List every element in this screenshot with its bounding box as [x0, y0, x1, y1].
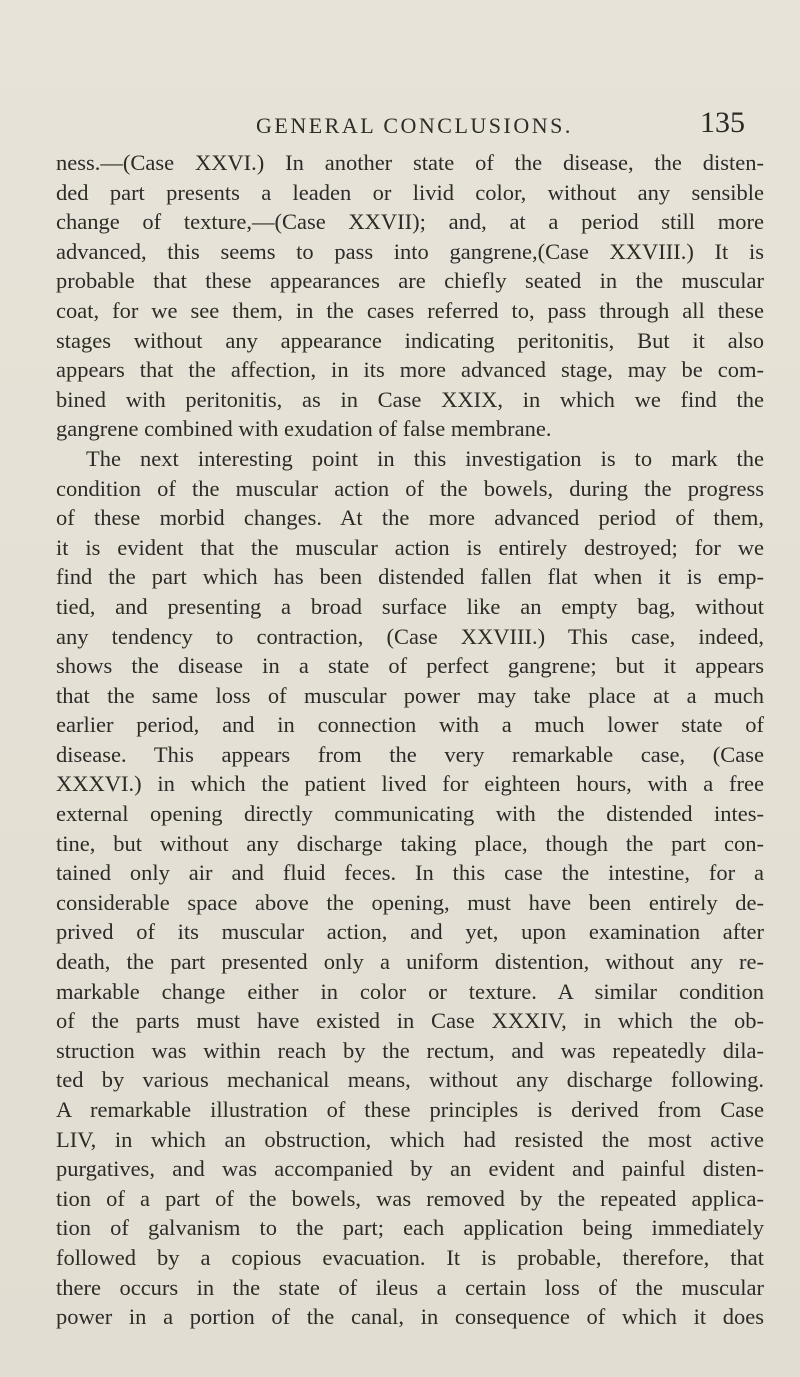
text-line: stages without any appearance indicating peritonitis, But it also: [56, 327, 764, 353]
text-line: advanced, this seems to pass into gangrene,(Case XXVIII.) It is: [56, 238, 764, 264]
text-line: A remarkable illustration of these principles is derived from Case: [56, 1097, 764, 1122]
text-line: LIV, in which an obstruction, which had resisted the most active: [56, 1126, 764, 1152]
running-title: GENERAL CONCLUSIONS.: [256, 113, 573, 138]
text-line: purgatives, and was accompanied by an evident and painful disten-: [56, 1156, 764, 1182]
text-line: external opening directly communicating with the distended intes-: [56, 801, 764, 827]
body-text: [56, 148, 764, 1332]
text-line: it is evident that the muscular action is entirely destroyed; for we: [56, 534, 764, 560]
text-line: tine, but without any discharge taking place, though the part con-: [56, 830, 764, 856]
text-line: that the same loss of muscular power may take place at a much: [56, 682, 764, 708]
text-line: tion of a part of the bowels, was removed by the repeated applica-: [56, 1185, 764, 1211]
text-line: bined with peritonitis, as in Case XXIX, in which we find the: [56, 386, 764, 412]
page-number: 135: [700, 106, 745, 139]
text-line: struction was within reach by the rectum, and was repeatedly dila-: [56, 1037, 764, 1063]
text-line: earlier period, and in connection with a much lower state of: [56, 712, 764, 738]
text-line: find the part which has been distended fallen flat when it is emp-: [56, 564, 764, 590]
text-line: of these morbid changes. At the more advanced period of them,: [56, 505, 764, 531]
text-line: prived of its muscular action, and yet, upon examination after: [56, 919, 764, 945]
text-line: ness.—(Case XXVI.) In another state of the disease, the disten-: [56, 150, 764, 175]
text-line: shows the disease in a state of perfect gangrene; but it appears: [56, 653, 764, 679]
text-line: power in a portion of the canal, in consequence of which it does: [56, 1304, 764, 1330]
text-line: XXXVI.) in which the patient lived for eighteen hours, with a free: [56, 771, 764, 797]
text-line: considerable space above the opening, must have been entirely de-: [56, 889, 764, 915]
text-line: followed by a copious evacuation. It is probable, therefore, that: [56, 1244, 764, 1270]
text-line: coat, for we see them, in the cases referred to, pass through all these: [56, 297, 764, 323]
text-line: there occurs in the state of ileus a certain loss of the muscular: [56, 1274, 764, 1300]
text-line: probable that these appearances are chiefly seated in the muscular: [56, 268, 764, 294]
text-line: tied, and presenting a broad surface like an empty bag, without: [56, 593, 764, 619]
text-line: gangrene combined with exudation of false membrane.: [56, 416, 552, 442]
text-line: disease. This appears from the very remarkable case, (Case: [56, 741, 764, 767]
text-line: ted by various mechanical means, without any discharge following.: [56, 1067, 764, 1093]
text-line: appears that the affection, in its more advanced stage, may be com-: [56, 357, 764, 383]
text-line: tained only air and fluid feces. In this case the intestine, for a: [56, 860, 764, 886]
text-line: condition of the muscular action of the bowels, during the progress: [56, 475, 764, 501]
running-head: [0, 105, 800, 145]
text-line: The next interesting point in this investigation is to mark the: [86, 445, 764, 471]
text-line: any tendency to contraction, (Case XXVIII.) This case, indeed,: [56, 623, 764, 649]
text-line: death, the part presented only a uniform distention, without any re-: [56, 949, 764, 975]
text-line: ded part presents a leaden or livid color, without any sensible: [56, 179, 764, 205]
text-line: markable change either in color or texture. A similar condition: [56, 978, 764, 1004]
text-line: change of texture,—(Case XXVII); and, at a period still more: [56, 209, 764, 235]
text-line: of the parts must have existed in Case XXXIV, in which the ob-: [56, 1008, 764, 1034]
text-line: tion of galvanism to the part; each application being immediately: [56, 1215, 764, 1241]
